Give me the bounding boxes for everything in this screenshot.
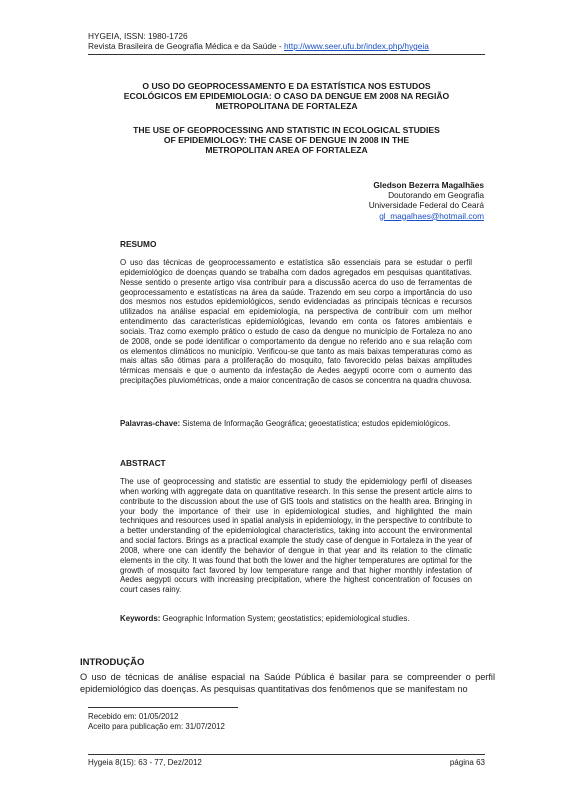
resumo-text: O uso das técnicas de geoprocessamento e estatística são essenciais para se estudar o perfil epidemiológico de doenças quando se trabalha com dados agregados em pesquisas quantitativas. Nesse sentido o presente artigo visa contribuir para a discussão acerca do uso de ferramentas de geoprocessamento e estatísticas na área da saúde. Trazendo em seu corpo a importância do uso dos mesmos nos estudos epidemiológicos, sendo evidenciadas as principais técnicas e recursos utilizados na análise espacial em epidemiologia, na perspectiva de contribuir com um melhor entendimento das características epidemiológicas, levando em conta os fatores ambientais e sociais. Traz como exemplo prático o estudo de caso da dengue no município de Fortaleza no ano de 2008, onde se pode identificar o comportamento da dengue no referido ano e sua relação com os elementos climáticos no município. Verificou-se que tanto as mais baixas temperaturas como as mais altas são ótimas para a proliferação do mosquito, fato favorecido pelas baixas amplitudes térmicas mensais e que o aumento da infestação de Aedes aegypti ocorre com o aumento das precipitações pluviométricas, onde a maior concentração de casos se concentra na quadra chuvosa.: [120, 258, 472, 386]
abstract-heading: ABSTRACT: [120, 458, 166, 468]
abstract-text: The use of geoprocessing and statistic are essential to study the epidemiology perfil of diseases when working with aggregate data on quantitative research. In this sense the present article aims to contribute to the discussion about the use of GIS tools and statistics on the health area. Bringing in your body the importance of their use in epidemiological studies, and highlighted the main techniques and resources used in spatial analysis in epidemiology, in the perspective to contribute to a better understanding of the epidemiological characteristics, taking into account the environmental and social factors. Brings as a practical example the study case of dengue in Fortaleza in the year of 2008, where one can identify the behavior of dengue in that year and its relation to the climatic elements in the city. It was found that both the lower and the higher temperatures are optimal for the growth of mosquito fact favored by low temperature range and that higher monthly infestation of Aedes aegypti occurs with increasing precipitation, where the highest concentration of focuses on court cases rainy.: [120, 477, 472, 595]
journal-subtitle: [88, 41, 429, 51]
abstract-keywords-label: Keywords:: [120, 614, 161, 623]
title-en-line: METROPOLITAN AREA OF FORTALEZA: [205, 145, 368, 156]
journal-name: HYGEIA, ISSN: 1980-1726: [88, 31, 188, 41]
footnote-rule: [88, 707, 238, 708]
abstract-keywords: [120, 614, 472, 624]
resumo-keywords-label: Palavras-chave:: [120, 419, 181, 428]
footer-citation: Hygeia 8(15): 63 - 77, Dez/2012: [88, 758, 202, 767]
header-rule: [88, 54, 485, 55]
intro-heading: INTRODUÇÃO: [80, 657, 145, 668]
author-email-link[interactable]: gl_magalhaes@hotmail.com: [379, 210, 484, 221]
title-portuguese: [88, 81, 485, 112]
author-block: [369, 180, 484, 221]
journal-header: [88, 31, 429, 51]
journal-subtitle-text: Revista Brasileira de Geografia Médica e da Saúde -: [88, 41, 285, 51]
title-en-line: THE USE OF GEOPROCESSING AND STATISTIC IN ECOLOGICAL STUDIES: [133, 125, 440, 135]
journal-url-link[interactable]: http://www.seer.ufu.br/index.php/hygeia: [284, 41, 429, 51]
title-english: [88, 125, 485, 156]
author-affiliation: Universidade Federal do Ceará: [368, 200, 484, 211]
title-pt-line: METROPOLITANA DE FORTALEZA: [215, 101, 358, 112]
title-pt-line: O USO DO GEOPROCESSAMENTO E DA ESTATÍSTICA NOS ESTUDOS: [142, 81, 431, 91]
page-number: página 63: [449, 758, 485, 767]
footer-rule: [88, 754, 485, 755]
title-en-line: OF EPIDEMIOLOGY: THE CASE OF DENGUE IN 2008 IN THE: [163, 135, 410, 146]
author-role: Doutorando em Geografia: [388, 190, 484, 201]
received-date: Recebido em: 01/05/2012: [88, 712, 179, 721]
author-name: Gledson Bezerra Magalhães: [373, 180, 484, 190]
resumo-keywords: [120, 419, 472, 429]
resumo-heading: RESUMO: [120, 239, 157, 249]
title-pt-line: ECOLÓGICOS EM EPIDEMIOLOGIA: O CASO DA DENGUE EM 2008 NA REGIÃO: [123, 91, 450, 102]
intro-text: O uso de técnicas de análise espacial na Saúde Pública é basilar para se compreender o perfil epidemiológico das doenças. As pesquisas quantitativas dos fenômenos que se manifestam no: [80, 672, 495, 694]
resumo-keywords-text: Sistema de Informação Geográfica; geoestatística; estudos epidemiológicos.: [180, 419, 451, 428]
accepted-date: Aceito para publicação em: 31/07/2012: [88, 721, 225, 731]
abstract-keywords-text: Geographic Information System; geostatistics; epidemiological studies.: [160, 614, 410, 623]
footnotes: [88, 712, 225, 732]
